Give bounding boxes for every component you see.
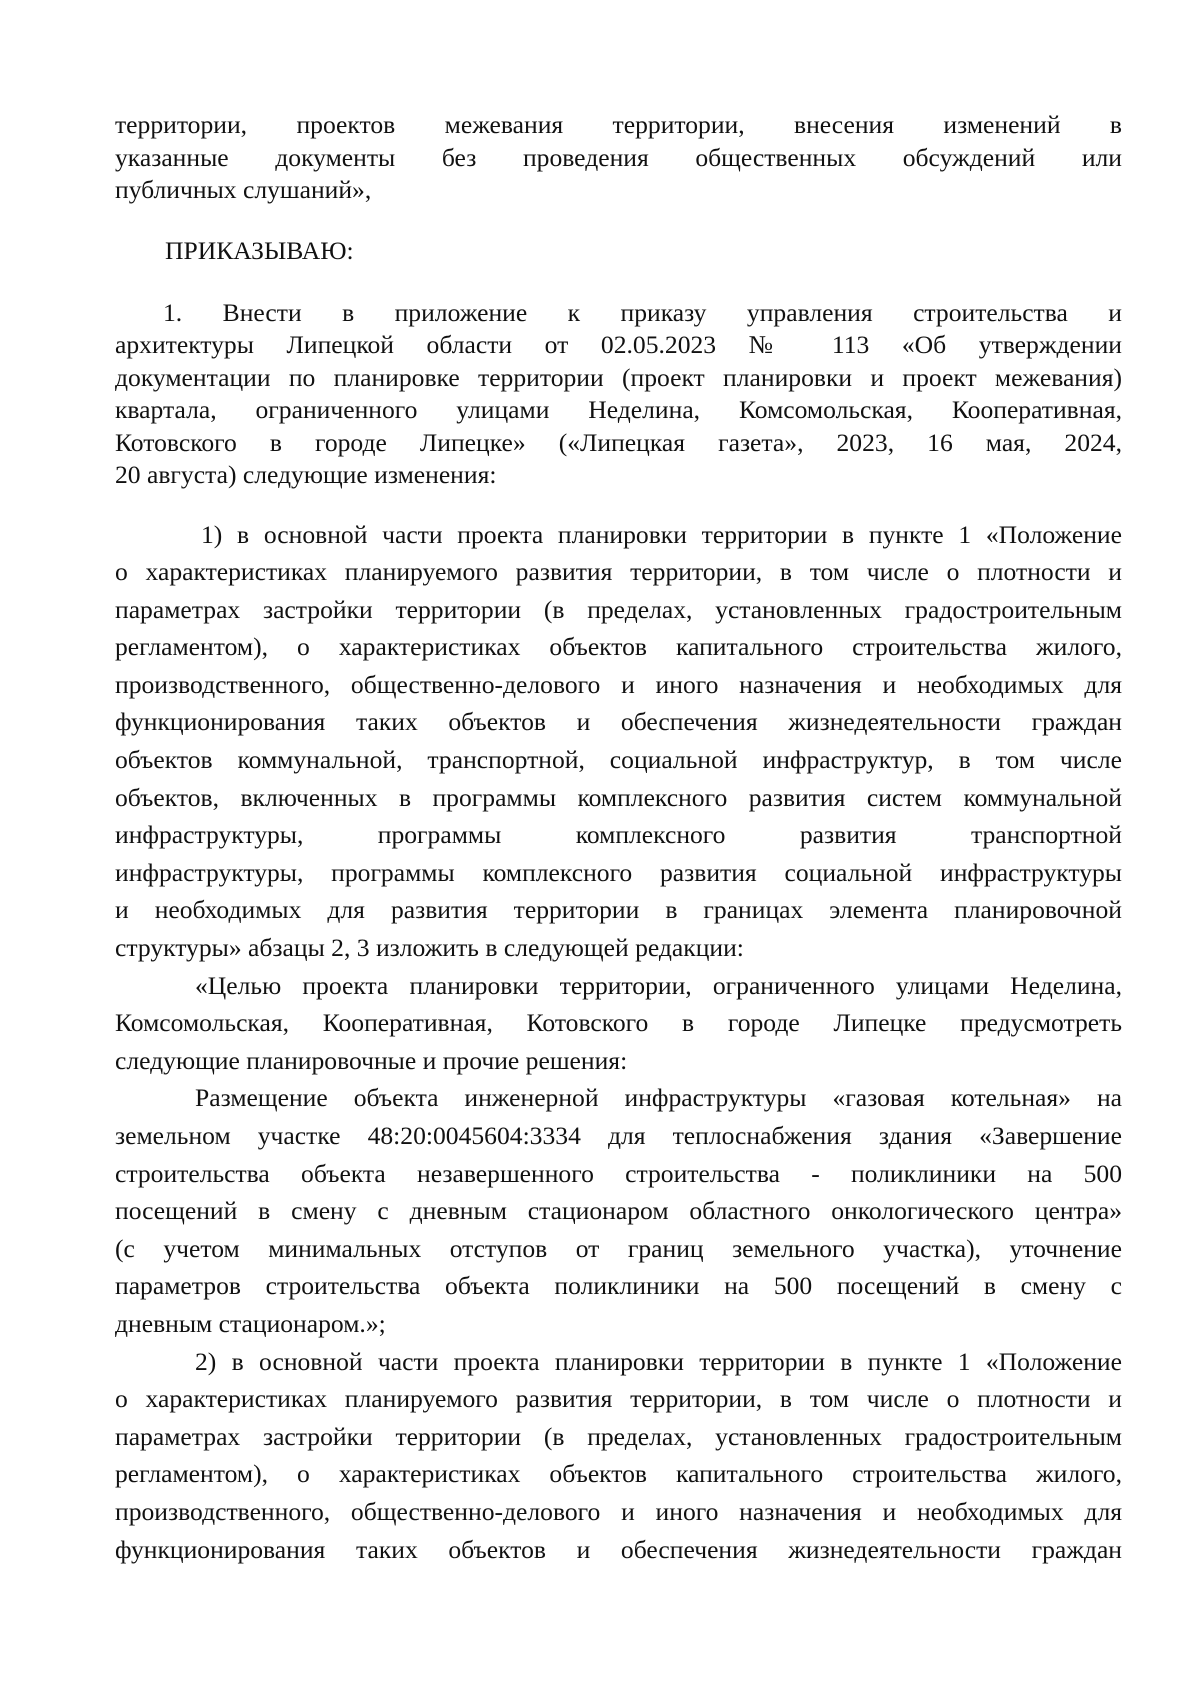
item-1-paragraph (115, 297, 1122, 492)
text-line: объектов коммунальной, транспортной, социальной инфраструктур, в том числе (115, 745, 1122, 775)
text-line: производственного, общественно-делового и иного назначения и необходимых для (115, 669, 1122, 699)
text-line: инфраструктуры, программы комплексного развития транспортной (115, 820, 1122, 850)
text-line: производственного, общественно-делового и иного назначения и необходимых для (115, 1496, 1122, 1526)
text-line: посещений в смену с дневным стационаром областного онкологического центра» (115, 1196, 1122, 1226)
text-line: квартала, ограниченного улицами Неделина, Комсомольская, Кооперативная, (115, 395, 1122, 424)
text-line: и необходимых для развития территории в границах элемента планировочной (115, 895, 1122, 925)
text-line: 2) в основной части проекта планировки территории в пункте 1 «Положение (195, 1346, 1122, 1376)
text-line: «Целью проекта планировки территории, ограниченного улицами Неделина, (195, 970, 1122, 1000)
quote-paragraph-2 (115, 1079, 1122, 1342)
text-line: функционирования таких объектов и обеспечения жизнедеятельности граждан (115, 707, 1122, 737)
text-line: объектов, включенных в программы комплексного развития систем коммунальной (115, 782, 1122, 812)
text-line: структуры» абзацы 2, 3 изложить в следующей редакции: (115, 933, 744, 963)
subitem-2-paragraph (115, 1343, 1122, 1569)
order-heading: ПРИКАЗЫВАЮ: (165, 235, 354, 265)
text-line: 1) в основной части проекта планировки территории в пункте 1 «Положение (201, 519, 1122, 549)
quote-paragraph-1 (115, 967, 1122, 1080)
text-line: указанные документы без проведения общественных обсуждений или (115, 142, 1122, 172)
text-line: 1. Внести в приложение к приказу управления строительства и (163, 297, 1122, 327)
text-line: параметрах застройки территории (в пределах, установленных градостроительным (115, 594, 1122, 624)
text-line: территории, проектов межевания территории, внесения изменений в (115, 110, 1122, 139)
text-line: о характеристиках планируемого развития территории, в том числе о плотности и (115, 1384, 1122, 1414)
text-line: функционирования таких объектов и обеспечения жизнедеятельности граждан (115, 1534, 1122, 1564)
text-line: инфраструктуры, программы комплексного развития социальной инфраструктуры (115, 857, 1122, 887)
text-line: регламентом), о характеристиках объектов капитального строительства жилого, (115, 1459, 1122, 1489)
text-line: Размещение объекта инженерной инфраструктуры «газовая котельная» на (195, 1083, 1122, 1113)
text-line: публичных слушаний», (115, 175, 372, 204)
text-line: архитектуры Липецкой области от 02.05.2023 № 113 «Об утверждении (115, 330, 1122, 359)
intro-paragraph (115, 109, 1122, 207)
text-line: строительства объекта незавершенного строительства - поликлиники на 500 (115, 1158, 1122, 1188)
subitem-1-paragraph (115, 516, 1122, 967)
text-line: следующие планировочные и прочие решения: (115, 1045, 628, 1075)
text-line: Комсомольская, Кооперативная, Котовского в городе Липецке предусмотреть (115, 1008, 1122, 1038)
text-line: дневным стационаром.»; (115, 1308, 386, 1338)
text-line: о характеристиках планируемого развития территории, в том числе о плотности и (115, 557, 1122, 587)
text-line: (с учетом минимальных отступов от границ земельного участка), уточнение (115, 1233, 1122, 1263)
text-line: параметров строительства объекта поликлиники на 500 посещений в смену с (115, 1271, 1122, 1301)
text-line: документации по планировке территории (проект планировки и проект межевания) (115, 362, 1122, 392)
text-line: 20 августа) следующие изменения: (115, 460, 497, 489)
text-line: параметрах застройки территории (в пределах, установленных градостроительным (115, 1421, 1122, 1451)
text-line: Котовского в городе Липецке» («Липецкая газета», 2023, 16 мая, 2024, (115, 427, 1122, 457)
text-line: земельном участке 48:20:0045604:3334 для теплоснабжения здания «Завершение (115, 1121, 1122, 1150)
text-line: регламентом), о характеристиках объектов капитального строительства жилого, (115, 632, 1122, 662)
